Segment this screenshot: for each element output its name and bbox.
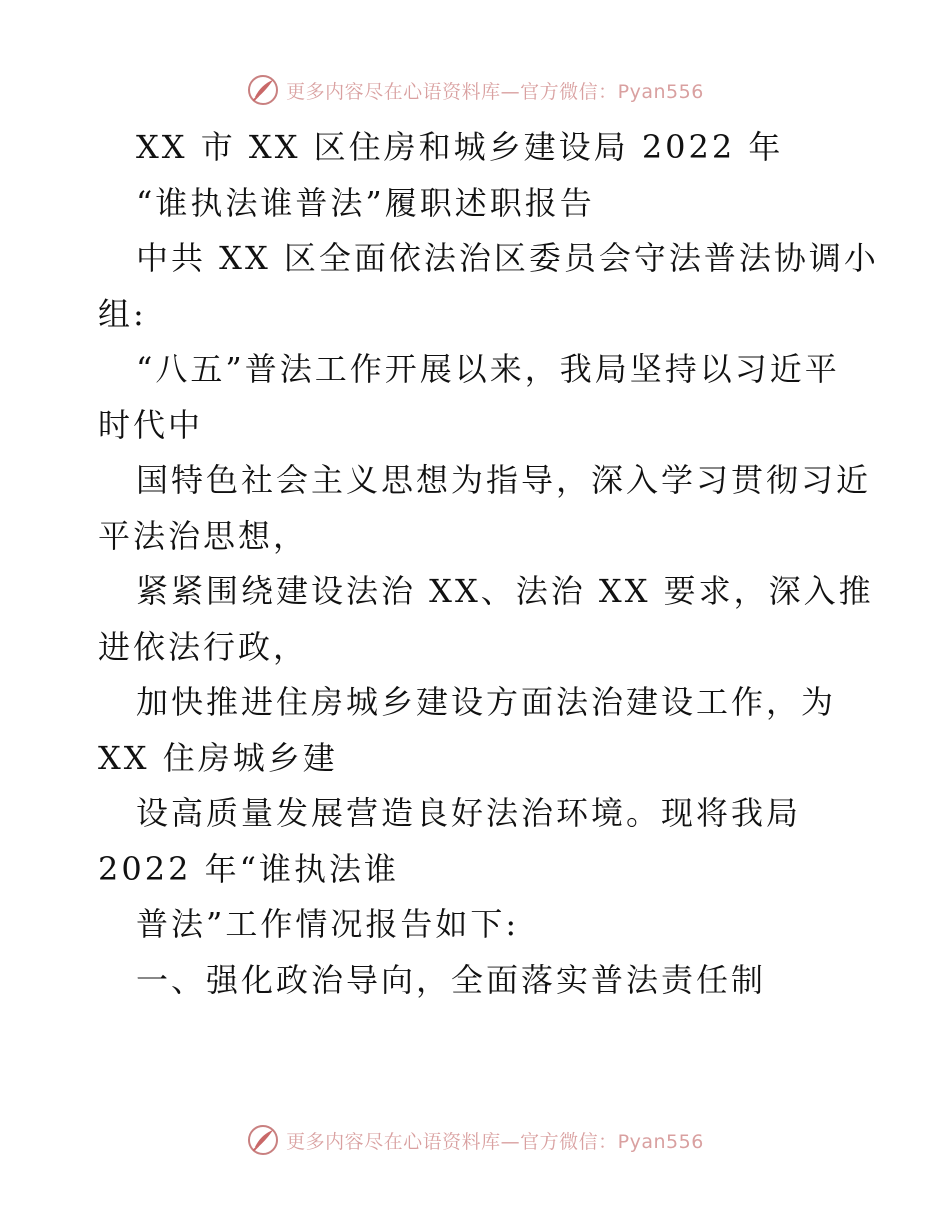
title-line-2: “谁执法谁普法”履职述职报告: [136, 183, 595, 222]
watermark-text: 更多内容尽在心语资料库—官方微信：Pyan556: [286, 1130, 704, 1153]
paragraph-line-wrap: 2022 年“谁执法谁: [98, 849, 399, 888]
paragraph-line: “八五”普法工作开展以来，我局坚持以习近平: [136, 350, 840, 388]
paragraph-line-wrap: 时代中: [98, 405, 204, 444]
quill-logo-icon: [246, 73, 280, 107]
watermark-group: [246, 1123, 704, 1157]
watermark-group: [246, 73, 704, 107]
paragraph-line: 设高质量发展营造良好法治环境。现将我局: [136, 794, 802, 832]
watermark-text: 更多内容尽在心语资料库—官方微信：Pyan556: [286, 80, 704, 103]
footer-watermark: [0, 1120, 950, 1160]
quill-logo-icon: [246, 1123, 280, 1157]
section-heading: 一、强化政治导向，全面落实普法责任制: [136, 960, 767, 999]
paragraph-line: 普法”工作情况报告如下:: [136, 905, 520, 943]
addressee-line: 中共 XX 区全面依法治区委员会守法普法协调小: [136, 239, 879, 277]
paragraph-line-wrap: XX 住房城乡建: [98, 738, 338, 777]
paragraph-line: 加快推进住房城乡建设方面法治建设工作，为: [136, 683, 837, 721]
paragraph-line: 紧紧围绕建设法治 XX、法治 XX 要求，深入推: [136, 572, 874, 610]
paragraph-line: 国特色社会主义思想为指导，深入学习贯彻习近: [136, 461, 872, 499]
paragraph-line-wrap: 平法治思想，: [98, 516, 309, 555]
addressee-line-wrap: 组:: [98, 294, 147, 333]
paragraph-line-wrap: 进依法行政，: [98, 627, 309, 666]
title-line-1: XX 市 XX 区住房和城乡建设局 2022 年: [136, 128, 784, 166]
document-body: [98, 120, 879, 1008]
header-watermark: [0, 70, 950, 110]
